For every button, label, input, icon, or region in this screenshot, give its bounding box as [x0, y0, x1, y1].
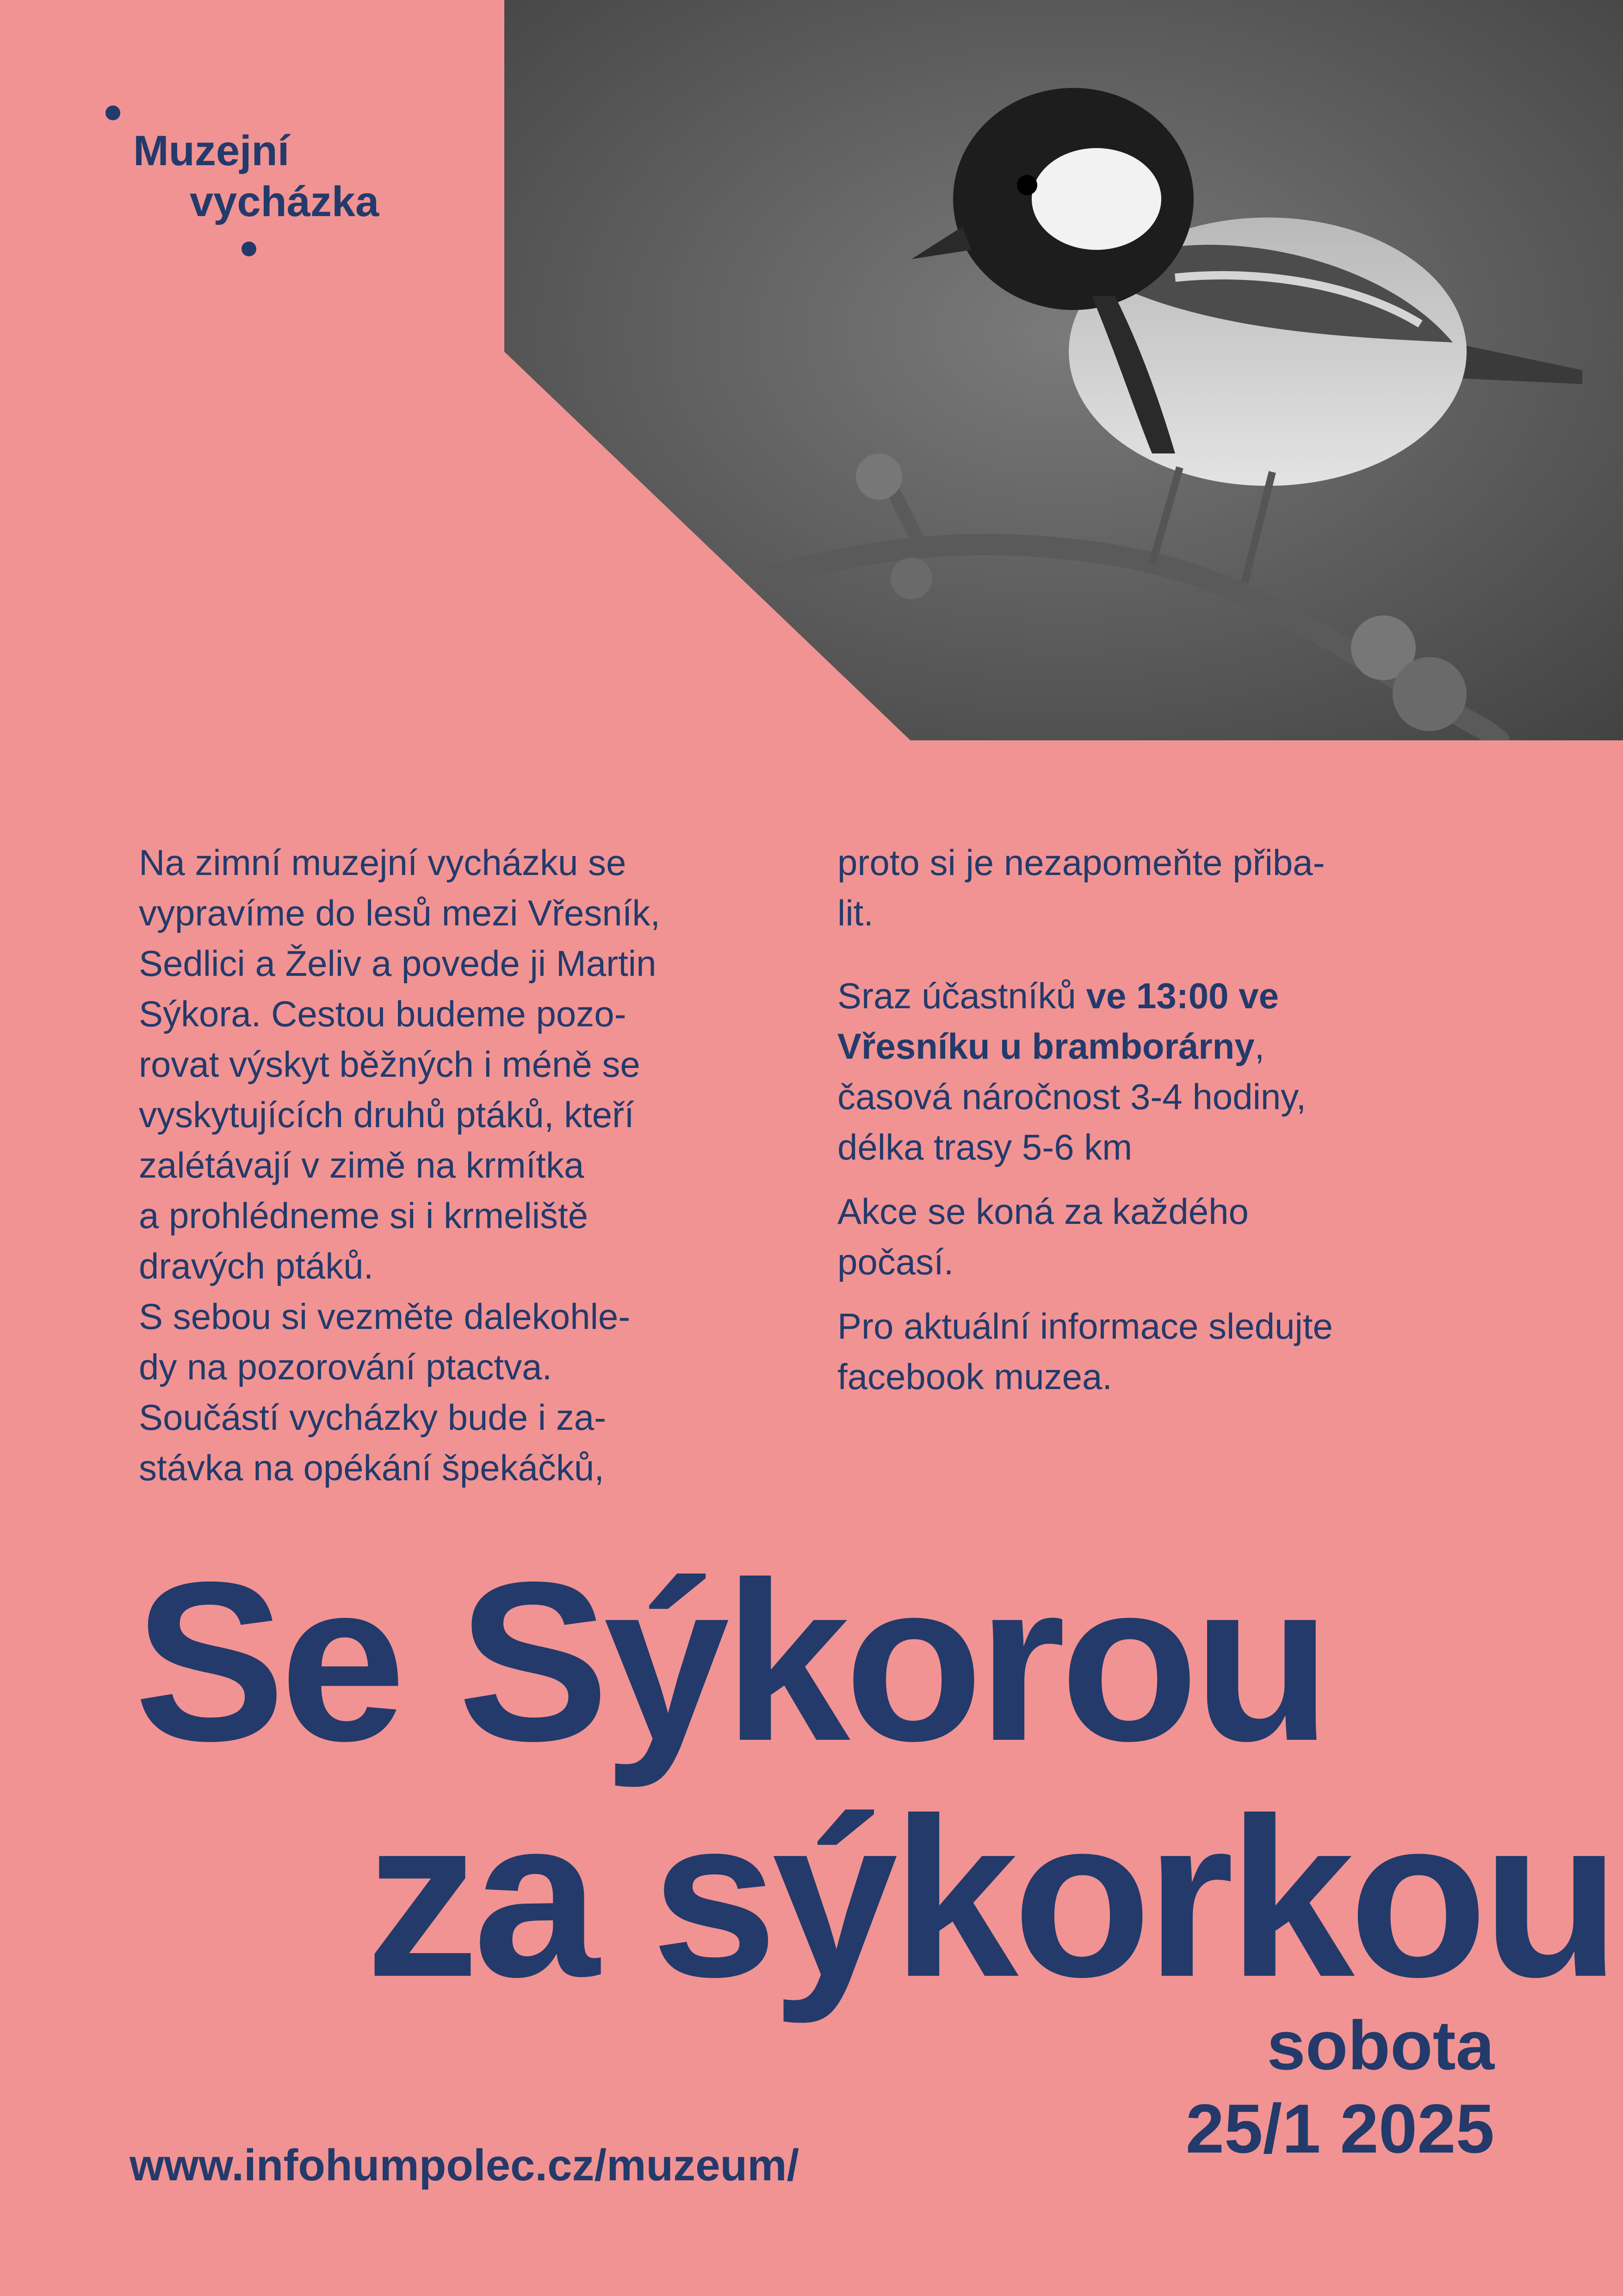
info-line: facebook muzea. — [837, 1356, 1113, 1397]
text-line: Na zimní muzejní vycházku se — [139, 842, 626, 883]
meeting-place-line — [837, 1021, 1508, 1072]
description-column-2 — [837, 838, 1508, 1402]
text-line: Sedlici a Želiv a povede ji Martin — [139, 943, 657, 984]
title-line-2: za sýkorkou — [365, 1770, 1615, 2024]
text-line: proto si je nezapomeňte přiba- — [837, 842, 1325, 883]
title-line-1: Se Sýkorou — [134, 1534, 1326, 1788]
logo — [102, 102, 426, 268]
event-date-value: 25/1 2025 — [1185, 2090, 1494, 2167]
meeting-line — [837, 971, 1508, 1021]
meeting-comma: , — [1254, 1026, 1265, 1067]
text-line: dy na pozorování ptactva. — [139, 1347, 552, 1387]
text-line: vypravíme do lesů mezi Vřesník, — [139, 893, 661, 933]
logo-dot-bottom — [242, 242, 256, 256]
logo-dot-top — [105, 105, 120, 120]
description-column-1 — [139, 838, 824, 1493]
weather-line: počasí. — [837, 1241, 954, 1282]
text-line: rovat výskyt běžných i méně se — [139, 1044, 640, 1085]
text-line: zalétávají v zimě na krmítka — [139, 1145, 584, 1185]
website-link[interactable]: www.infohumpolec.cz/muzeum/ — [130, 2141, 799, 2190]
meeting-length: délka trasy 5-6 km — [837, 1127, 1133, 1167]
text-line: Součástí vycházky bude i za- — [139, 1397, 607, 1438]
text-line: vyskytujících druhů ptáků, kteří — [139, 1094, 634, 1135]
meeting-place: Vřesníku u bramborárny — [837, 1026, 1255, 1067]
info-line: Pro aktuální informace sledujte — [837, 1306, 1333, 1347]
meeting-prefix: Sraz účastníků — [837, 975, 1086, 1016]
text-line: stávka na opékání špekáčků, — [139, 1447, 604, 1488]
text-line: a prohlédneme si i krmeliště — [139, 1195, 588, 1236]
logo-line-1: Muzejní — [133, 127, 290, 174]
text-line: lit. — [837, 893, 873, 933]
meeting-duration: časová náročnost 3-4 hodiny, — [837, 1076, 1307, 1117]
meeting-time: ve 13:00 ve — [1086, 975, 1279, 1016]
weather-line: Akce se koná za každého — [837, 1191, 1249, 1232]
event-day: sobota — [1267, 2006, 1494, 2084]
bird-photo — [504, 0, 1623, 740]
text-line: dravých ptáků. — [139, 1246, 374, 1286]
text-line: Sýkora. Cestou budeme pozo- — [139, 993, 626, 1034]
event-date — [1186, 2004, 1494, 2170]
text-line: S sebou si vezměte dalekohle- — [139, 1296, 631, 1337]
logo-line-2: vycházka — [190, 178, 379, 225]
